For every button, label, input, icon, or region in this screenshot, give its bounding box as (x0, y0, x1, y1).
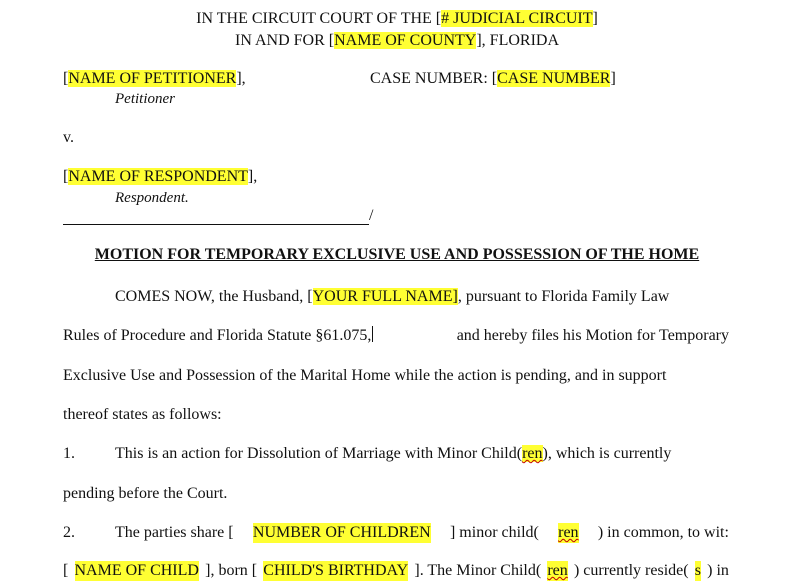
item-1-line-1: This is an action for Dissolution of Marriage with Minor Child(ren), which is currently (115, 445, 672, 462)
respondent-line: [NAME OF RESPONDENT], (63, 168, 258, 185)
document-title: MOTION FOR TEMPORARY EXCLUSIVE USE AND POSSESSION OF THE HOME (94, 246, 700, 263)
child-birthday-placeholder[interactable]: CHILD'S BIRTHDAY (263, 562, 409, 579)
number-of-children-placeholder[interactable]: NUMBER OF CHILDREN (252, 524, 431, 541)
item-2-line-1: The parties share [ NUMBER OF CHILDREN ] minor child( ren ) in common, to wit: (115, 524, 729, 541)
caption-slash: / (369, 207, 374, 224)
respondent-name-placeholder[interactable]: NAME OF RESPONDENT (68, 168, 248, 185)
paragraph-1-line-2: Rules of Procedure and Florida Statute §61.075, and hereby files his Motion for Temporary (63, 327, 729, 344)
case-number-placeholder[interactable]: CASE NUMBER (497, 70, 611, 87)
plural-s-placeholder[interactable]: s (694, 562, 701, 579)
item-1-line-2: pending before the Court. (63, 485, 228, 502)
respondent-role-label: Respondent. (115, 190, 189, 206)
plural-ren-placeholder-3[interactable]: ren (547, 562, 568, 579)
versus-label: v. (63, 129, 74, 146)
caption-underline (63, 224, 369, 225)
petitioner-name-placeholder[interactable]: NAME OF PETITIONER (68, 70, 237, 87)
judicial-circuit-placeholder[interactable]: # JUDICIAL CIRCUIT (441, 10, 593, 27)
case-number-line: CASE NUMBER: [CASE NUMBER] (370, 70, 616, 87)
paragraph-1-line-1: COMES NOW, the Husband, [YOUR FULL NAME], pursuant to Florida Family Law (115, 288, 670, 305)
child-name-placeholder[interactable]: NAME OF CHILD (74, 562, 199, 579)
your-full-name-placeholder[interactable]: YOUR FULL NAME] (312, 288, 458, 305)
paragraph-1-line-4: thereof states as follows: (63, 406, 222, 423)
court-caption-line-2: IN AND FOR [NAME OF COUNTY], FLORIDA (234, 32, 560, 49)
petitioner-role-label: Petitioner (115, 91, 175, 107)
court-caption-line-1: IN THE CIRCUIT COURT OF THE [# JUDICIAL CIRCUIT] (196, 10, 598, 27)
item-1-number: 1. (63, 445, 75, 462)
item-2-line-2: [ NAME OF CHILD ], born [ CHILD'S BIRTHDAY ]. The Minor Child( ren ) currently reside( s ) in (63, 562, 729, 579)
plural-ren-placeholder-2[interactable]: ren (558, 524, 579, 541)
plural-ren-placeholder[interactable]: ren (522, 445, 543, 462)
county-placeholder[interactable]: NAME OF COUNTY (334, 32, 477, 49)
item-2-number: 2. (63, 524, 75, 541)
petitioner-line: [NAME OF PETITIONER], (63, 70, 246, 87)
paragraph-1-line-3: Exclusive Use and Possession of the Marital Home while the action is pending, and in support (63, 367, 667, 384)
text-cursor (372, 326, 373, 342)
